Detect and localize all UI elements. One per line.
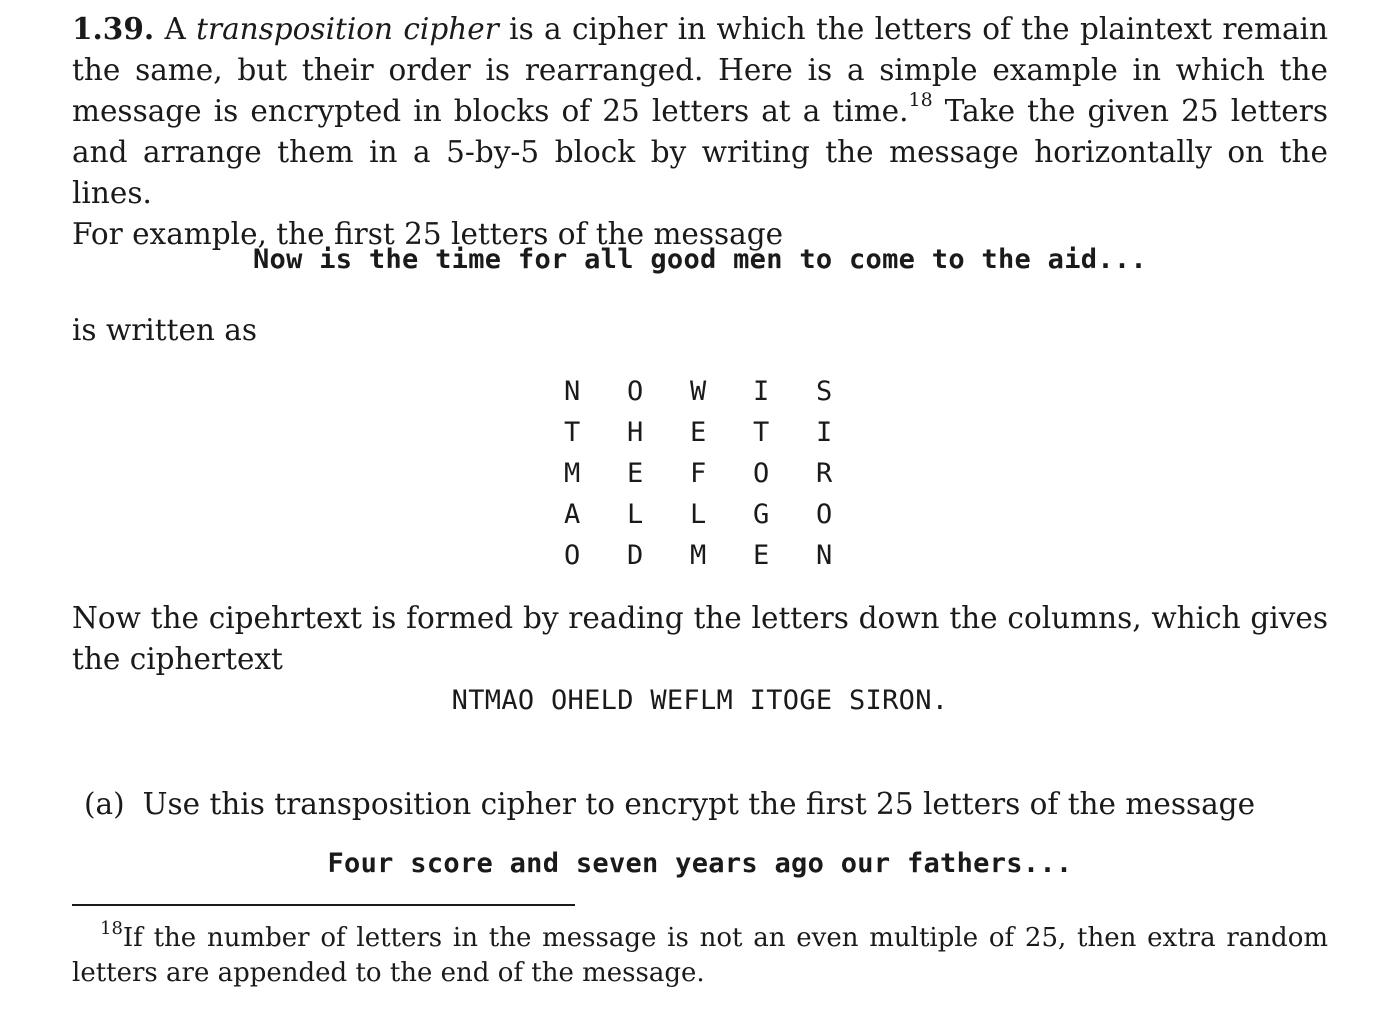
part-a-label: (a) [84, 787, 125, 821]
grid-cell: M [690, 540, 707, 571]
grid-cell: E [753, 540, 770, 571]
problem-number: 1.39. [72, 11, 155, 46]
footnote-number: 18 [100, 918, 123, 939]
ciphertext-line-2: the ciphertext [72, 642, 283, 676]
intro-line-4: and arrange them in a 5-by-5 block by writing the message horizontally on the lines. [72, 135, 1328, 210]
footnote-text-1: If the number of letters in the message is not an even multiple of 25, then extra random [122, 923, 1328, 953]
grid-cell: O [564, 540, 581, 571]
grid-cell: E [627, 458, 644, 489]
intro-line-1 [72, 8, 1328, 50]
grid-cell: F [690, 458, 707, 489]
part-a [84, 784, 1255, 825]
grid-cell: S [816, 376, 833, 407]
grid-cell: O [816, 499, 833, 530]
footnote-line-2: letters are appended to the end of the message. [72, 958, 705, 988]
grid-cell: G [753, 499, 770, 530]
intro-line-2: the same, but their order is rearranged. Here is a simple example in which the [72, 53, 1328, 87]
grid-cell: W [690, 376, 707, 407]
grid-cell: T [753, 417, 770, 448]
grid-cell: N [816, 540, 833, 571]
footnote-line-1 [72, 918, 1328, 956]
ciphertext-paragraph [72, 598, 1328, 680]
intro-line-3-end: Take the given 25 letters [932, 94, 1328, 128]
footnote-reference[interactable]: 18 [908, 89, 933, 111]
footnote-divider [72, 904, 575, 906]
letter-grid [564, 371, 879, 576]
grid-cell: O [627, 376, 644, 407]
grid-cell: T [564, 417, 581, 448]
intro-line-3 [72, 91, 1328, 132]
part-a-text: Use this transposition cipher to encrypt the first 25 letters of the message [142, 787, 1256, 821]
written-as-text: is written as [72, 313, 258, 347]
grid-cell: H [627, 417, 644, 448]
ciphertext-line-1: Now the cipehrtext is formed by reading the letters down the columns, which gives [72, 601, 1328, 635]
problem-intro-paragraph [72, 8, 1328, 255]
grid-cell: E [690, 417, 707, 448]
example-message: Now is the time for all good men to come to the aid... [253, 244, 1147, 275]
part-a-message: Four score and seven years ago our fathers... [327, 848, 1073, 879]
intro-line-5: For example, the first 25 letters of the message [72, 217, 784, 251]
grid-cell: R [816, 458, 833, 489]
grid-cell: I [816, 417, 833, 448]
grid-cell: L [627, 499, 644, 530]
grid-cell: L [690, 499, 707, 530]
grid-cell: O [753, 458, 770, 489]
defined-term: transposition cipher [196, 12, 499, 46]
ciphertext-display: NTMAO OHELD WEFLM ITOGE SIRON. [451, 685, 949, 716]
grid-cell: M [564, 458, 581, 489]
grid-cell: N [564, 376, 581, 407]
grid-cell: I [753, 376, 770, 407]
intro-line-1-rest: is a cipher in which the letters of the plaintext remain [498, 12, 1328, 46]
grid-cell: A [564, 499, 581, 530]
intro-line-3-start: message is encrypted in blocks of 25 letters at a time. [72, 94, 909, 128]
grid-cell: D [627, 540, 644, 571]
footnote [72, 918, 1328, 991]
intro-prefix: A [164, 12, 197, 46]
